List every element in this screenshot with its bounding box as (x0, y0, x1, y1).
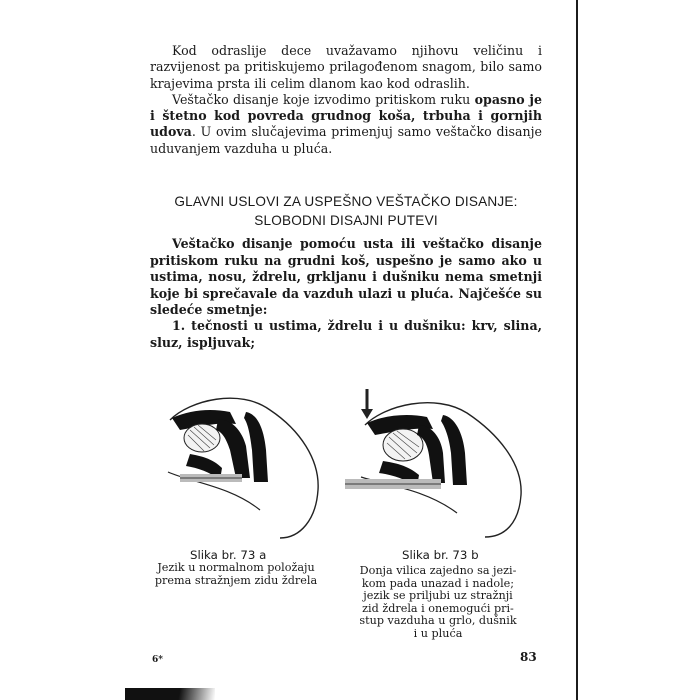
figure-73a-illustration (150, 390, 330, 540)
paragraph-1: Kod odraslije dece uvažavamo njihovu veličinu i razvijenost pa pritiskujemo prilagođenom snagom, bilo samo krajevima prsta ili celim dlanom kao kod odraslih. (150, 43, 542, 91)
page-number: 83 (520, 650, 537, 664)
top-text-block (150, 43, 542, 157)
figure-73b-illustration (345, 385, 540, 540)
caption-line: Jezik u normalnom položaju (157, 561, 315, 574)
page-corner-shadow (125, 688, 215, 700)
paragraph-2-start: Veštačko disanje koje izvodimo pritiskom ruku (172, 91, 475, 107)
page-edge (576, 0, 578, 700)
down-arrow-icon (361, 409, 373, 419)
caption-line: prema stražnjem zidu ždrela (154, 573, 318, 587)
heading-line-1: GLAVNI USLOVI ZA USPEŠNO VEŠTAČKO DISANJE: (174, 194, 518, 209)
caption-line: i u pluća (413, 626, 463, 640)
figure-73a-caption (152, 562, 320, 587)
caption-line: kom pada unazad i nadole; (361, 576, 515, 590)
caption-line: zid ždrela i onemogući pri- (362, 601, 514, 615)
paragraph-2-end: . U ovim slučajevima primenjuj samo veštačko disanje uduvanjem vazduha u pluća. (150, 124, 542, 156)
figure-73b-title: Slika br. 73 b (402, 548, 479, 562)
caption-line: Donja vilica zajedno sa jezi- (359, 564, 517, 577)
paragraph-4: 1. tečnosti u ustima, ždrelu i u dušniku: krv, slina, sluz, ispljuvak; (150, 318, 542, 350)
paragraph-2 (150, 92, 542, 157)
figure-73b-caption (352, 565, 524, 641)
printer-signature-mark: 6* (152, 655, 163, 665)
figure-73a-title: Slika br. 73 a (190, 548, 267, 562)
caption-line: jezik se priljubi uz stražnji (363, 589, 513, 603)
paragraph-2-bold: opasno je i štetno kod povreda grudnog koša, trbuha i gornjih udova (150, 91, 542, 140)
heading-line-2: SLOBODNI DISAJNI PUTEVI (254, 213, 438, 228)
paragraph-3: Veštačko disanje pomoću usta ili veštačko disanje pritiskom ruku na grudni koš, uspešno je samo ako u ustima, nosu, ždrelu, grkljanu i dušniku nema smetnji koje bi sprečavale da vazduh ulazi u pluća. Najčešće su sledeće smetnje: (150, 236, 542, 318)
caption-line: stup vazduha u grlo, dušnik (359, 614, 517, 628)
section-heading (150, 192, 542, 230)
